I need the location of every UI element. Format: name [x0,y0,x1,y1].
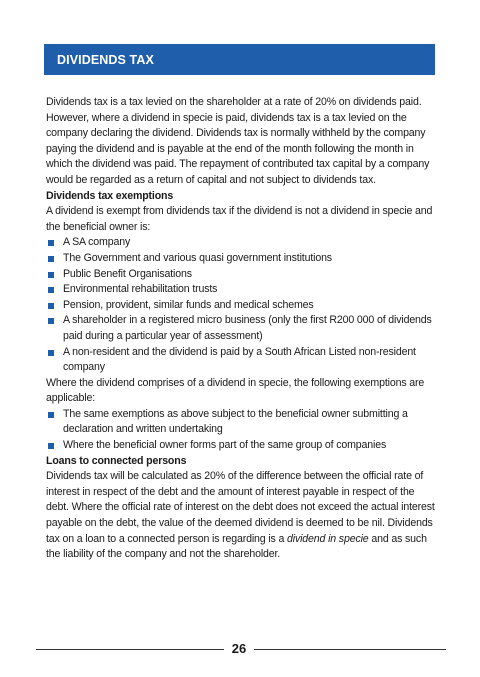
loans-text-before: Dividends tax will be calculated as 20% of the difference between the official rate of interest in respect of the debt and the amount of interest payable in respect of the debt. Where the official rate of interest on the debt does not exceed the actual interest payable on the debt, the value of the deemed dividend is deemed to be nil. Dividends tax on a loan to a connected person is regarding is a [46,470,435,545]
loans-heading: Loans to connected persons [46,454,187,467]
exemptions-list [46,235,438,375]
bullet-square-icon [48,443,54,449]
list-item-text: The same exemptions as above subject to the beneficial owner submitting a declaration and written undertaking [63,407,408,436]
list-item [46,298,438,314]
section-banner [44,44,435,75]
page-number: 26 [231,641,247,656]
list-item-text: Environmental rehabilitation trusts [63,283,218,296]
list-item-text: Pension, provident, similar funds and medical schemes [63,298,314,311]
bullet-square-icon [48,240,54,246]
bullet-square-icon [48,272,54,278]
list-item-text: A SA company [63,236,131,249]
bullet-square-icon [48,256,54,262]
bullet-square-icon [48,350,54,356]
list-item [46,438,438,454]
list-item-text: A shareholder in a registered micro business (only the first R200 000 of dividends paid during a particular year of assessment) [63,314,432,342]
list-item [46,313,438,344]
section-title: DIVIDENDS TAX [57,52,154,67]
list-item-text: The Government and various quasi government institutions [63,251,332,264]
list-item [46,267,438,283]
list-item-text: A non-resident and the dividend is paid by a South African Listed non-resident company [63,345,416,374]
list-item-text: Where the beneficial owner forms part of the same group of companies [63,439,387,452]
page-footer [36,641,446,657]
list-item [46,251,438,267]
exemptions-heading: Dividends tax exemptions [46,189,174,202]
intro-paragraph: Dividends tax is a tax levied on the shareholder at a rate of 20% on dividends paid. However, where a dividend in specie is paid, dividends tax is a tax levied on the company declaring the dividend. Dividends tax is normally withheld by the company paying the dividend and is payable at the end of the month following the month in which the dividend was paid. The repayment of contributed tax capital by a company would be regarded as a return of capital and not subject to dividends tax. [46,96,430,186]
footer-rule-right [254,649,446,650]
specie-lead: Where the dividend comprises of a dividend in specie, the following exemptions are applicable: [46,376,425,405]
exemptions-lead: A dividend is exempt from dividends tax if the dividend is not a dividend in specie and the beneficial owner is: [46,205,433,233]
list-item [46,282,438,298]
bullet-square-icon [48,318,54,324]
specie-exemptions-list [46,407,438,454]
list-item-text: Public Benefit Organisations [63,267,192,280]
list-item [46,235,438,251]
bullet-square-icon [48,412,54,418]
bullet-square-icon [48,287,54,293]
list-item [46,345,438,376]
loans-text-italic: dividend in specie [287,532,369,545]
loans-paragraph [46,469,438,563]
page-content [46,95,438,563]
footer-rule-left [36,649,224,650]
loans-text-after: and as such the liability of the company and not the shareholder. [46,532,427,561]
bullet-square-icon [48,303,54,309]
list-item [46,407,438,438]
